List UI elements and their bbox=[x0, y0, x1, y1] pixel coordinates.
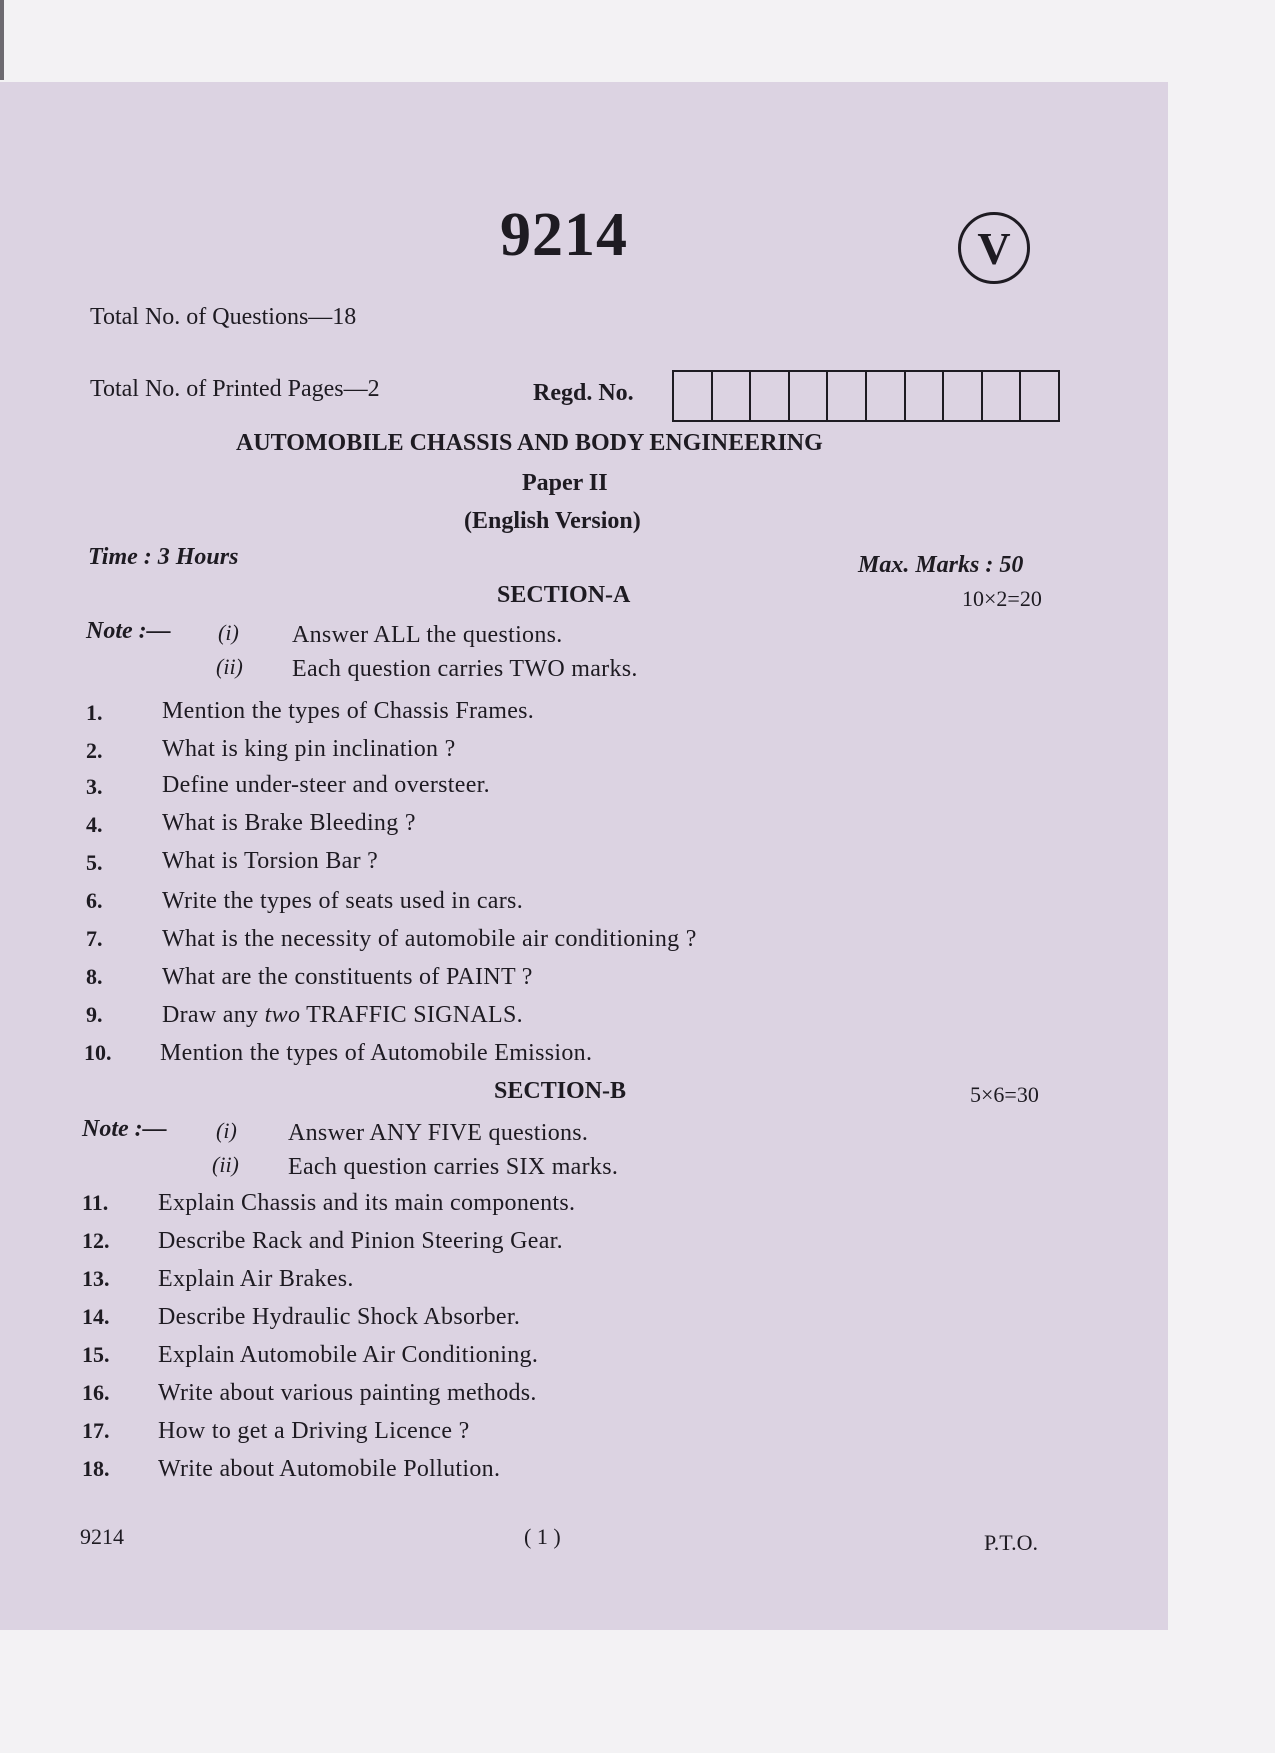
question-number: 9. bbox=[86, 1002, 103, 1027]
section-b-note-text: Answer ANY FIVE questions. bbox=[288, 1120, 589, 1146]
question-text: What is the necessity of automobile air conditioning ? bbox=[162, 926, 697, 952]
question-number: 13. bbox=[82, 1266, 110, 1291]
section-b-marks: 5×6=30 bbox=[970, 1082, 1039, 1107]
exam-paper bbox=[0, 82, 1168, 1630]
question-number: 4. bbox=[86, 812, 103, 837]
paper-code: 9214 bbox=[500, 201, 628, 269]
question-text: Describe Hydraulic Shock Absorber. bbox=[158, 1304, 521, 1330]
question-number: 18. bbox=[82, 1456, 110, 1481]
please-turn-over: P.T.O. bbox=[984, 1530, 1038, 1555]
section-b-heading: SECTION-B bbox=[494, 1078, 627, 1104]
question-text: Define under-steer and oversteer. bbox=[162, 772, 490, 798]
version-badge: V bbox=[958, 212, 1030, 284]
question-number: 14. bbox=[82, 1304, 110, 1329]
page-number: ( 1 ) bbox=[524, 1524, 561, 1549]
question-text: Mention the types of Chassis Frames. bbox=[162, 698, 535, 724]
section-a-note-text: Each question carries TWO marks. bbox=[292, 656, 638, 682]
section-a-note-label: Note :— bbox=[86, 618, 171, 644]
question-number: 11. bbox=[82, 1190, 109, 1215]
question-text: Write the types of seats used in cars. bbox=[162, 888, 523, 914]
question-number: 3. bbox=[86, 774, 103, 799]
scan-edge bbox=[0, 0, 4, 80]
section-a-marks: 10×2=20 bbox=[962, 586, 1042, 611]
question-number: 8. bbox=[86, 964, 103, 989]
question-text: Write about Automobile Pollution. bbox=[158, 1456, 501, 1482]
question-text-part: TRAFFIC SIGNALS. bbox=[300, 1002, 523, 1028]
question-number: 7. bbox=[86, 926, 103, 951]
question-text: What is Brake Bleeding ? bbox=[162, 810, 416, 836]
question-number: 2. bbox=[86, 738, 103, 763]
question-text bbox=[162, 1002, 523, 1029]
section-a-note-text: Answer ALL the questions. bbox=[292, 622, 563, 648]
regd-number-boxes[interactable] bbox=[672, 370, 1060, 422]
question-text: Write about various painting methods. bbox=[158, 1380, 537, 1406]
question-number: 12. bbox=[82, 1228, 110, 1253]
question-text: Describe Rack and Pinion Steering Gear. bbox=[158, 1228, 563, 1254]
question-number: 15. bbox=[82, 1342, 110, 1367]
question-number: 10. bbox=[84, 1040, 112, 1065]
question-text: How to get a Driving Licence ? bbox=[158, 1418, 470, 1444]
total-pages: Total No. of Printed Pages—2 bbox=[90, 376, 380, 402]
language-version: (English Version) bbox=[464, 508, 641, 534]
question-text: Explain Chassis and its main components. bbox=[158, 1190, 576, 1216]
time-allowed: Time : 3 Hours bbox=[88, 544, 239, 570]
question-text-emphasis: two bbox=[264, 1002, 301, 1028]
section-a-heading: SECTION-A bbox=[497, 582, 631, 608]
question-number: 6. bbox=[86, 888, 103, 913]
regd-label: Regd. No. bbox=[533, 380, 634, 406]
footer-code: 9214 bbox=[80, 1524, 124, 1549]
section-a-note-num: (ii) bbox=[216, 654, 243, 679]
subject-title: AUTOMOBILE CHASSIS AND BODY ENGINEERING bbox=[236, 430, 823, 456]
question-text: What are the constituents of PAINT ? bbox=[162, 964, 533, 990]
section-b-note-num: (ii) bbox=[212, 1152, 239, 1177]
max-marks: Max. Marks : 50 bbox=[858, 552, 1024, 578]
question-number: 5. bbox=[86, 850, 103, 875]
question-number: 16. bbox=[82, 1380, 110, 1405]
question-text: Explain Automobile Air Conditioning. bbox=[158, 1342, 539, 1368]
question-text-part: Draw any bbox=[162, 1002, 265, 1028]
section-b-note-label: Note :— bbox=[82, 1116, 167, 1142]
question-text: What is Torsion Bar ? bbox=[162, 848, 379, 874]
question-text: Explain Air Brakes. bbox=[158, 1266, 354, 1292]
question-number: 1. bbox=[86, 700, 103, 725]
question-number: 17. bbox=[82, 1418, 110, 1443]
section-a-note-num: (i) bbox=[218, 620, 239, 645]
paper-number: Paper II bbox=[522, 470, 608, 496]
question-text: Mention the types of Automobile Emission. bbox=[160, 1040, 593, 1066]
section-b-note-num: (i) bbox=[216, 1118, 237, 1143]
section-b-note-text: Each question carries SIX marks. bbox=[288, 1154, 619, 1180]
total-questions: Total No. of Questions—18 bbox=[90, 304, 357, 330]
question-text: What is king pin inclination ? bbox=[162, 736, 456, 762]
